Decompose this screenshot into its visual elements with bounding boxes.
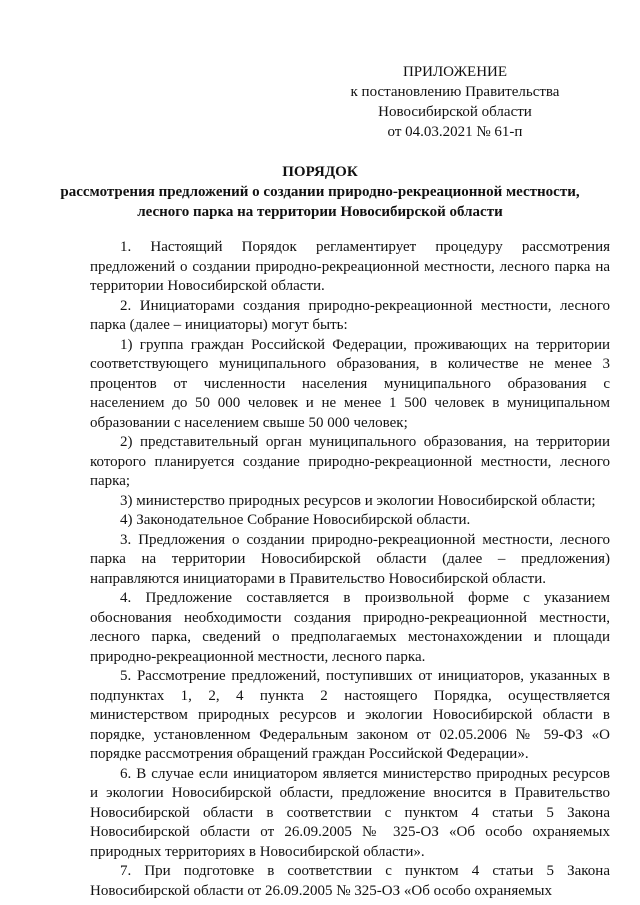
- paragraph-2: 2. Инициаторами создания природно-рекреационной местности, лесного парка (далее – инициаторы) могут быть:: [90, 297, 610, 333]
- paragraph-4: 4. Предложение составляется в произвольной форме с указанием обоснования необходимости создания природно-рекреационной местности, лесного парка, сведений о предполагаемых местонахождении и площади природно-рекреационной местности, лесного парка.: [90, 590, 610, 665]
- appendix-label: ПРИЛОЖЕНИЕ: [402, 64, 508, 80]
- paragraph-7: 7. При подготовке в соответствии с пунктом 4 статьи 5 Закона Новосибирской области от 26.09.2005 № 325-ОЗ «Об особо охраняемых: [90, 863, 610, 899]
- title-line-1: рассмотрения предложений о создании природно-рекреационной местности,: [60, 184, 580, 200]
- title-line-2: лесного парка на территории Новосибирской области: [137, 204, 503, 220]
- subparagraph-2-3: 3) министерство природных ресурсов и экологии Новосибирской области;: [120, 492, 596, 509]
- subparagraph-2-2: 2) представительный орган муниципального образования, на территории которого планируется создание природно-рекреационной местности, лесного парка;: [90, 434, 610, 489]
- subparagraph-2-1: 1) группа граждан Российской Федерации, проживающих на территории соответствующего муниципального образования, в количестве не менее 3 процентов от численности населения муниципального образования с населением до 50 000 человек и не менее 1 500 человек в муниципальном образовании с населением свыше 50 000 человек;: [90, 336, 610, 431]
- appendix-date-number: от 04.03.2021 № 61-п: [387, 124, 523, 140]
- paragraph-6: 6. В случае если инициатором является министерство природных ресурсов и экологии Новосибирской области, предложение вносится в Правительство Новосибирской области в соответствии с пунктом 4 статьи 5 Закона Новосибирской области от 26.09.2005 № 325-ОЗ «Об особо охраняемых природных территориях в Новосибирской области».: [90, 765, 610, 860]
- document-body: [90, 238, 610, 901]
- paragraph-1: 1. Настоящий Порядок регламентирует процедуру рассмотрения предложений о создании природно-рекреационной местности, лесного парка на территории Новосибирской области.: [90, 239, 610, 294]
- appendix-region-line: Новосибирской области: [378, 104, 532, 120]
- appendix-block: [330, 62, 580, 142]
- subparagraph-2-4: 4) Законодательное Собрание Новосибирской области.: [120, 512, 471, 528]
- document-title: [40, 162, 600, 222]
- title-heading: ПОРЯДОК: [282, 164, 358, 180]
- appendix-decree-line: к постановлению Правительства: [350, 84, 560, 100]
- paragraph-5: 5. Рассмотрение предложений, поступивших от инициаторов, указанных в подпунктах 1, 2, 4 пункта 2 настоящего Порядка, осуществляется министерством природных ресурсов и экологии Новосибирской области в порядке, установленном Федеральным законом от 02.05.2006 № 59-ФЗ «О порядке рассмотрения обращений граждан Российской Федерации».: [90, 668, 610, 762]
- paragraph-3: 3. Предложения о создании природно-рекреационной местности, лесного парка на территории Новосибирской области (далее – предложения) направляются инициаторами в Правительство Новосибирской области.: [90, 531, 610, 587]
